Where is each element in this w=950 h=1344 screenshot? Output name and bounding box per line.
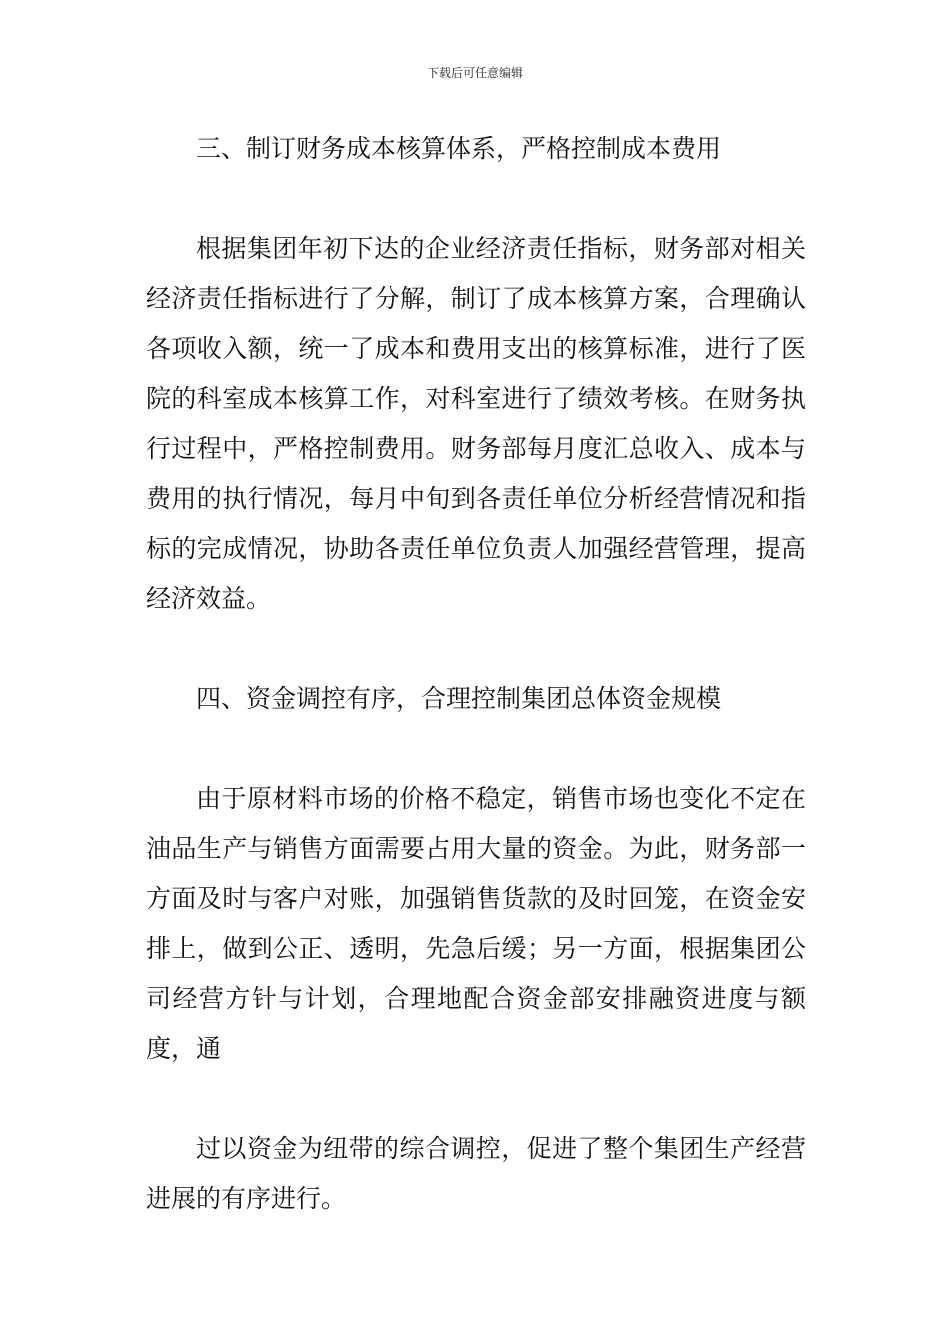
section-paragraph-3: 根据集团年初下达的企业经济责任指标，财务部对相关经济责任指标进行了分解，制订了成本核算方案，合理确认各项收入额，统一了成本和费用支出的核算标准，进行了医院的科室成本核算工作，对科室进行了绩效考核。在财务执行过程中，严格控制费用。财务部每月度汇总收入、成本与费用的执行情况，每月中旬到各责任单位分析经营情况和指标的完成情况，协助各责任单位负责人加强经营管理，提高经济效益。 <box>146 234 806 613</box>
section-heading-4: 四、资金调控有序，合理控制集团总体资金规模 <box>196 684 722 713</box>
section-heading-3: 三、制订财务成本核算体系，严格控制成本费用 <box>196 134 722 163</box>
section-paragraph-4b: 过以资金为纽带的综合调控，促进了整个集团生产经营进展的有序进行。 <box>146 1134 806 1213</box>
page-header-note: 下载后可任意编辑 <box>426 66 523 80</box>
document-body <box>146 124 806 1224</box>
section-paragraph-4a: 由于原材料市场的价格不稳定，销售市场也变化不定在油品生产与销售方面需要占用大量的资金。为此，财务部一方面及时与客户对账，加强销售货款的及时回笼，在资金安排上，做到公正、透明，先急后缓；另一方面，根据集团公司经营方针与计划，合理地配合资金部安排融资进度与额度，通 <box>146 784 806 1063</box>
